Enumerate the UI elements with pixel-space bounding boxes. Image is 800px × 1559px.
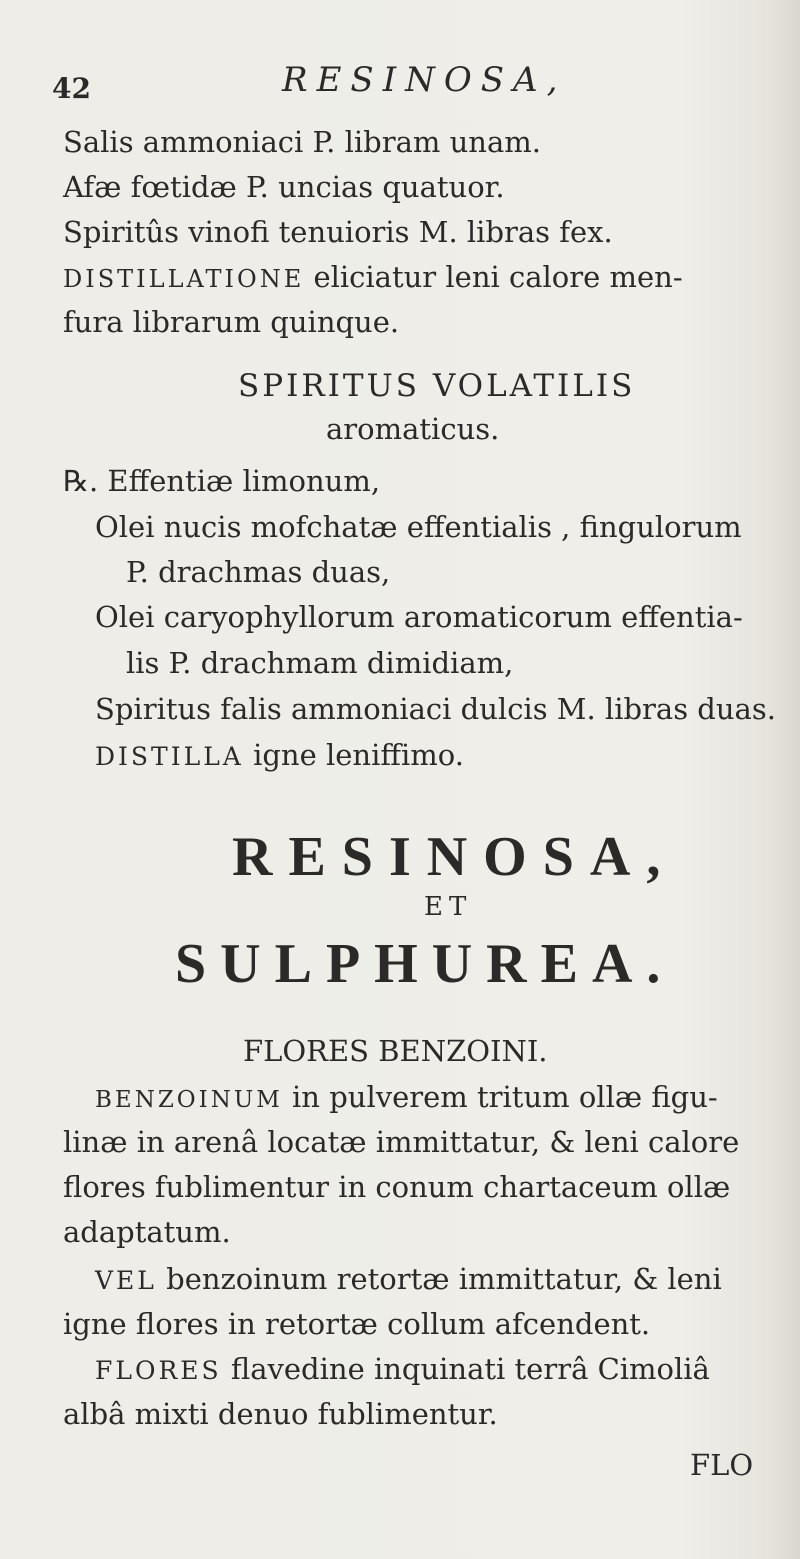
recipe-line: Olei caryophyllorum aromaticorum effentia- — [95, 600, 743, 634]
small-caps-word: DISTILLATIONE — [63, 265, 305, 293]
section-title: SPIRITUS VOLATILIS — [238, 368, 636, 404]
major-heading: RESINOSA, — [232, 826, 677, 888]
small-caps-word: FLORES — [95, 1356, 222, 1385]
small-caps-word: VEL — [95, 1266, 157, 1295]
text-line: albâ mixti denuo fublimentur. — [63, 1397, 498, 1431]
text-line: Afæ fœtidæ P. uncias quatuor. — [63, 170, 505, 204]
text-fragment: in pulverem tritum ollæ figu- — [282, 1080, 718, 1114]
text-fragment: flavedine inquinati terrâ Cimoliâ — [221, 1352, 710, 1386]
page-number: 42 — [52, 72, 91, 105]
text-line: igne flores in retortæ collum afcendent. — [63, 1307, 651, 1341]
recipe-line: Olei nucis mofchatæ effentialis , fingulorum — [95, 510, 742, 544]
text-fragment: eliciatur leni calore men- — [304, 260, 683, 294]
text-line — [95, 1352, 710, 1386]
text-line: flores fublimentur in conum chartaceum ollæ — [63, 1170, 731, 1204]
section-title: FLORES BENZOINI. — [243, 1034, 548, 1068]
text-line: linæ in arenâ locatæ immittatur, & leni calore — [63, 1125, 740, 1159]
major-heading-conjunction: ET — [424, 892, 473, 922]
text-line — [95, 1080, 718, 1114]
small-caps-word: DISTILLA — [95, 742, 244, 771]
recipe-line: Spiritus falis ammoniaci dulcis M. libras duas. — [95, 692, 776, 726]
section-subtitle: aromaticus. — [326, 412, 500, 446]
text-line: Salis ammoniaci P. libram unam. — [63, 125, 541, 159]
text-line — [95, 1262, 722, 1296]
text-line: adaptatum. — [63, 1215, 231, 1249]
small-caps-word: BENZOINUM — [95, 1087, 283, 1113]
text-fragment: igne leniffimo. — [243, 738, 464, 772]
recipe-line: ℞. Effentiæ limonum, — [63, 464, 381, 498]
text-line — [63, 260, 683, 294]
recipe-line: P. drachmas duas, — [126, 555, 391, 589]
major-heading: SULPHUREA. — [175, 933, 675, 995]
text-line: Spiritûs vinofi tenuioris M. libras fex. — [63, 215, 613, 249]
text-line — [95, 738, 464, 772]
running-head: RESINOSA, — [282, 60, 567, 100]
catchword: FLO — [690, 1448, 754, 1482]
recipe-line: lis P. drachmam dimidiam, — [126, 646, 514, 680]
text-line: fura librarum quinque. — [63, 305, 400, 339]
text-fragment: benzoinum retortæ immittatur, & leni — [156, 1262, 722, 1296]
